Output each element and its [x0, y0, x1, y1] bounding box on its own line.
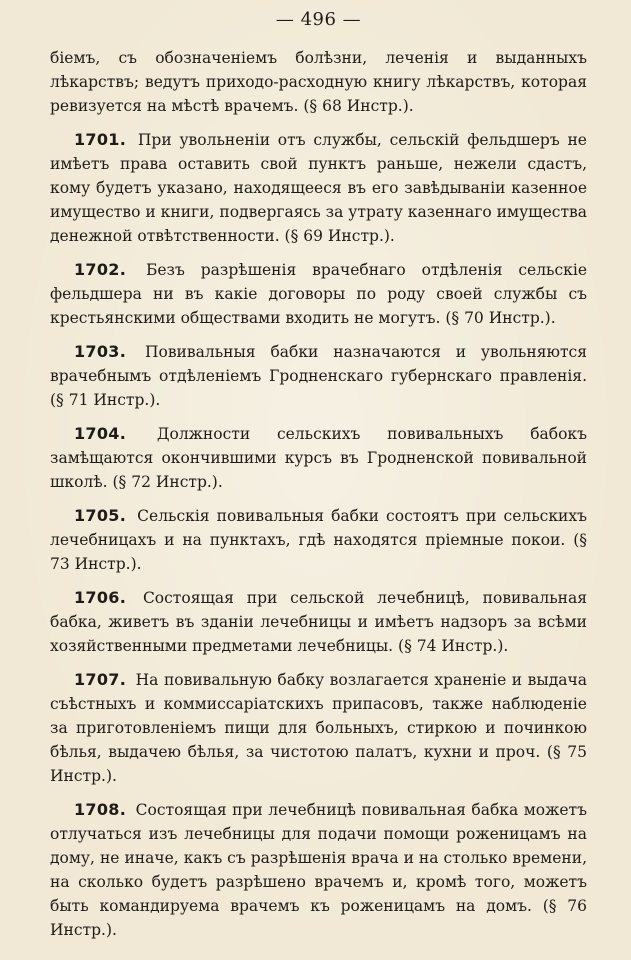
article-number: 1706.	[74, 588, 127, 607]
article-text: Безъ разрѣшенія врачебнаго отдѣленія сельскіе фельдшера ни въ какіе договоры по роду своей службы съ крестьянскими обществами входить не могутъ. (§ 70 Инстр.).	[50, 261, 587, 327]
article-1706	[50, 586, 587, 658]
article-1707	[50, 668, 587, 788]
article-number: 1702.	[74, 260, 127, 279]
page-number: — 496 —	[275, 9, 362, 30]
article-number: 1705.	[74, 506, 127, 525]
article-text: Состоящая при сельской лечебницѣ, повивальная бабка, живетъ въ зданіи лечебницы и имѣетъ надзоръ за всѣми хозяйственными предметами лечебницы. (§ 74 Инстр.).	[50, 589, 587, 655]
article-text: На повивальную бабку возлагается храненіе и выдача съѣстныхъ и коммиссаріатскихъ припасовъ, также наблюденіе за приготовленіемъ пищи для больныхъ, стиркою и починкою бѣлья, выдачею бѣлья, за чистотою палатъ, кухни и проч. (§ 75 Инстр.).	[50, 671, 587, 785]
article-text: Должности сельскихъ повивальныхъ бабокъ замѣщаются окончившими курсъ въ Гродненской повивальной школѣ. (§ 72 Инстр.).	[50, 425, 587, 491]
article-text: Повивальныя бабки назначаются и увольняются врачебнымъ отдѣленіемъ Гродненскаго губернскаго правленія. (§ 71 Инстр.).	[50, 343, 588, 409]
continued-paragraph: біемъ, съ обозначеніемъ болѣзни, леченія и выданныхъ лѣкарствъ; ведутъ приходо-расходную книгу лѣкарствъ, которая ревизуется на мѣстѣ врачемъ. (§ 68 Инстр.).	[50, 49, 587, 115]
article-1702	[50, 258, 587, 330]
article-number: 1707.	[74, 670, 127, 689]
article-number: 1701.	[74, 130, 127, 149]
article-text: Состоящая при лечебницѣ повивальная бабка можетъ отлучаться изъ лечебницы для подачи помощи роженицамъ на дому, не иначе, какъ съ разрѣшенія врача и на столько времени, на сколько будетъ разрѣшено врачемъ и, кромѣ того, можетъ быть командируема врачемъ къ роженицамъ на домъ. (§ 76 Инстр.).	[50, 801, 587, 939]
article-number: 1704.	[74, 424, 127, 443]
article-1708	[50, 798, 587, 942]
article-number: 1708.	[74, 800, 127, 819]
article-number: 1703.	[74, 342, 127, 361]
article-text: Сельскія повивальныя бабки состоятъ при сельскихъ лечебницахъ и на пунктахъ, гдѣ находятся пріемные покои. (§ 73 Инстр.).	[50, 507, 587, 573]
article-1703	[50, 340, 587, 412]
article-1704	[50, 422, 587, 494]
article-1701	[50, 128, 587, 248]
article-text: При увольненіи отъ службы, сельскій фельдшеръ не имѣетъ права оставить свой пунктъ раньше, нежели сдастъ, кому будетъ указано, находящееся въ его завѣдываніи казенное имущество и книги, подвергаясь за утрату казеннаго имущества денежной отвѣтственности. (§ 69 Инстр.).	[50, 131, 587, 245]
article-1705	[50, 504, 587, 576]
